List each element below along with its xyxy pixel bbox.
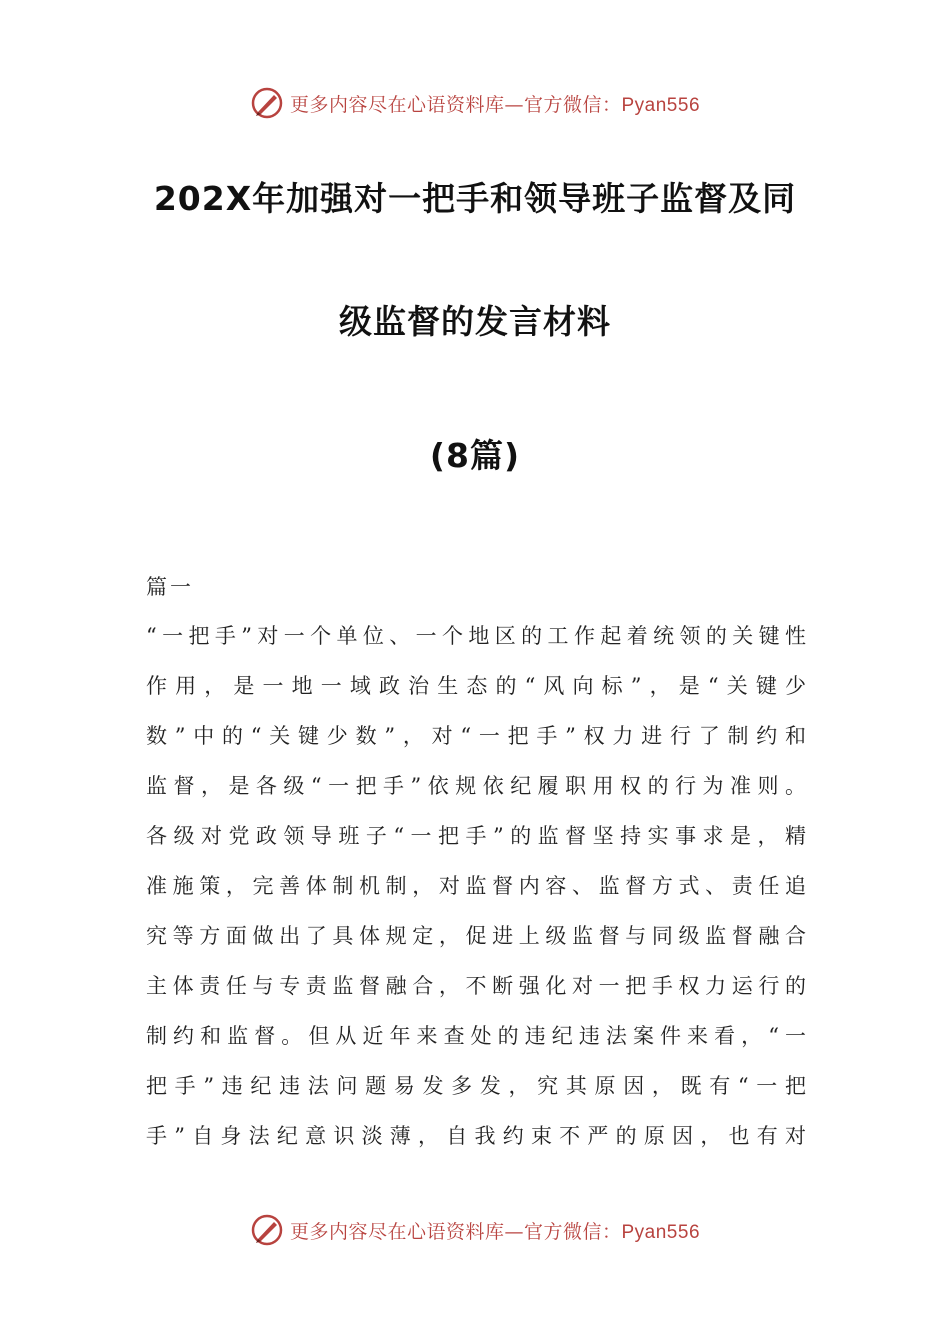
pen-logo-icon — [250, 1213, 284, 1247]
footer-banner-text: 更多内容尽在心语资料库—官方微信：Pyan556 — [289, 1220, 701, 1243]
body-line: 作用，是一地一域政治生态的“风向标”，是“关键少 — [146, 674, 806, 698]
header-banner-text: 更多内容尽在心语资料库—官方微信：Pyan556 — [289, 93, 701, 116]
body-line: 准施策，完善体制机制，对监督内容、监督方式、责任追 — [146, 874, 806, 898]
body-line: 手”自身法纪意识淡薄，自我约束不严的原因，也有对 — [146, 1124, 806, 1148]
body-line: 把手”违纪违法问题易发多发，究其原因，既有“一把 — [146, 1074, 806, 1098]
document-title-line-2: 级监督的发言材料 — [339, 302, 611, 341]
body-line: 究等方面做出了具体规定，促进上级监督与同级监督融合 — [146, 924, 806, 948]
body-line: 各级对党政领导班子“一把手”的监督坚持实事求是，精 — [146, 824, 806, 848]
header-banner — [0, 83, 950, 123]
body-line: “一把手”对一个单位、一个地区的工作起着统领的关键性 — [146, 624, 806, 648]
footer-wechat-id: Pyan556 — [621, 1221, 701, 1243]
body-line: 制约和监督。但从近年来查处的违纪违法案件来看，“一 — [146, 1024, 806, 1048]
document-title-line-1: 202X年加强对一把手和领导班子监督及同 — [153, 179, 797, 218]
pen-logo-icon — [250, 86, 284, 120]
footer-banner — [0, 1210, 950, 1250]
body-line: 监督，是各级“一把手”依规依纪履职用权的行为准则。 — [146, 774, 806, 798]
header-wechat-id: Pyan556 — [621, 94, 701, 116]
section-label: 篇一 — [146, 575, 194, 599]
body-line: 数”中的“关键少数”，对“一把手”权力进行了制约和 — [146, 724, 806, 748]
body-line: 主体责任与专责监督融合，不断强化对一把手权力运行的 — [146, 974, 806, 998]
document-title-count: (8篇) — [429, 436, 521, 475]
